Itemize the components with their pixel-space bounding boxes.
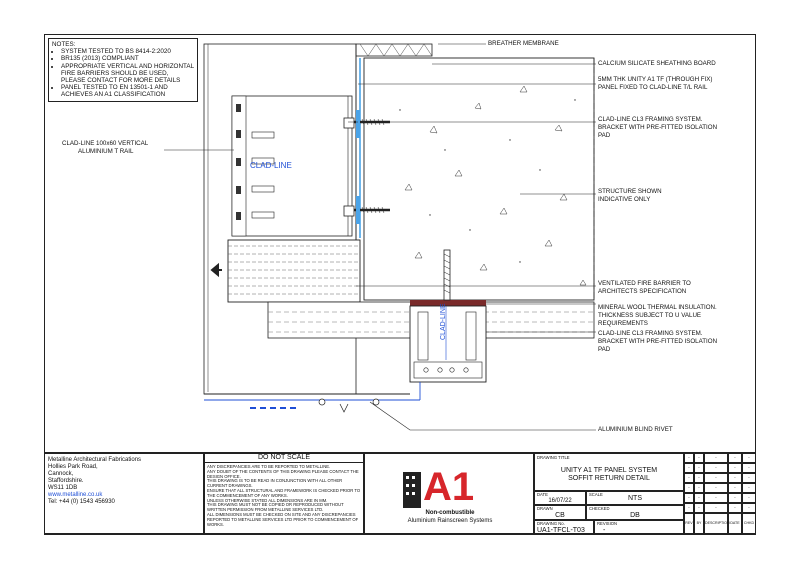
- logo-box: [364, 453, 534, 535]
- label-calcium-silicate: CALCIUM SILICATE SHEATHING BOARD: [598, 60, 716, 67]
- revision-header-cell: DATE: [728, 513, 742, 535]
- scale-note: UNLESS OTHERWISE STATED ALL DIMENSIONS ARE IN MM.: [207, 497, 328, 503]
- revision-row-cell: -: [684, 473, 694, 483]
- ventilated-fire-barrier: [410, 300, 486, 306]
- drawing-number-label: DRAWING No.: [537, 521, 565, 526]
- company-address-3: Staffordshire.: [48, 478, 84, 484]
- revision-row-cell: -: [742, 453, 756, 463]
- scale-label: SCALE: [589, 492, 603, 497]
- revision-header-cell: REV: [684, 513, 694, 535]
- do-not-scale-box: [204, 453, 364, 535]
- revision-row-cell: -: [728, 493, 742, 503]
- revision-row-cell: -: [684, 453, 694, 463]
- drawing-number-value: UA1-TFCL-T03: [537, 526, 585, 534]
- revision-row-cell: -: [694, 503, 704, 513]
- drawing-number-cell: [534, 520, 594, 535]
- revision-row-cell: -: [684, 503, 694, 513]
- revision-cell: [594, 520, 684, 535]
- label-wool-line1: MINERAL WOOL THERMAL INSULATION.: [598, 304, 717, 311]
- revision-value: -: [603, 526, 606, 534]
- label-breather-membrane: BREATHER MEMBRANE: [488, 40, 559, 47]
- revision-row-cell: -: [704, 493, 728, 503]
- label-wool-line2: THICKNESS SUBJECT TO U VALUE: [598, 312, 702, 319]
- label-structure-line2: INDICATIVE ONLY: [598, 196, 651, 203]
- company-address-2: Cannock,: [48, 471, 74, 477]
- checked-value: DB: [630, 511, 640, 519]
- revision-row-cell: -: [694, 493, 704, 503]
- drawing-title-line1: UNITY A1 TF PANEL SYSTEM: [560, 466, 658, 474]
- revision-row-cell: -: [694, 483, 704, 493]
- company-telephone: Tel: +44 (0) 1543 456930: [48, 499, 115, 505]
- scale-note: THIS DRAWING IS TO BE READ IN CONJUNCTION WITH ALL OTHER CURRENT DRAWINGS.: [207, 478, 343, 489]
- revision-row-cell: -: [704, 453, 728, 463]
- checked-label: CHECKED: [589, 506, 610, 511]
- scale-note: ALL DIMENSIONS MUST BE CHECKED ON SITE AND ANY DISCREPANCIES REPORTED TO METALLINE SERVICES LTD PRIOR TO COMMENCEMENT OF WORKS.: [207, 511, 359, 527]
- checked-cell: [586, 505, 684, 520]
- revision-row-cell: -: [704, 473, 728, 483]
- revision-row-cell: -: [728, 483, 742, 493]
- scale-cell: [586, 491, 684, 505]
- breather-membrane: [356, 44, 432, 56]
- scale-note: ANY DOUBT OF THE CONTENTS OF THIS DRAWING PLEASE CONTACT THE DESIGN OFFICE.: [207, 468, 359, 479]
- note-item: • APPROPRIATE VERTICAL AND HORIZONTAL FIRE BARRIERS SHOULD BE USED, PLEASE CONTACT FOR MORE DETAILS: [61, 63, 194, 85]
- company-address-4: WS11 1DB: [48, 485, 78, 491]
- label-t-rail-line2: ALUMINIUM T RAIL: [78, 148, 134, 155]
- label-framing2-line1: CLAD-LINE CL3 FRAMING SYSTEM.: [598, 330, 703, 337]
- note-item: • PANEL TESTED TO EN 13501-1 AND ACHIEVES AN A1 CLASSIFICATION: [61, 84, 194, 98]
- drawn-label: DRAWN: [537, 506, 553, 511]
- company-name: Metalline Architectural Fabrications: [48, 457, 142, 463]
- revision-row-cell: -: [728, 453, 742, 463]
- scale-note: THIS DRAWING MUST NOT BE COPIED OR REPRODUCED WITHOUT WRITTEN PERMISSION FROM METALLINE SERVICES LTD.: [207, 502, 344, 513]
- revision-row-cell: -: [742, 463, 756, 473]
- drawing-title-line2: SOFFIT RETURN DETAIL: [568, 474, 650, 482]
- note-item: • BR135 (2013) COMPLIANT: [61, 55, 194, 62]
- revision-row-cell: -: [728, 473, 742, 483]
- label-t-rail-line1: CLAD-LINE 100x60 VERTICAL: [62, 140, 149, 147]
- date-label: DATE: [537, 492, 548, 497]
- logo-tagline-2: Aluminium Rainscreen Systems: [407, 518, 493, 524]
- scale-value: NTS: [628, 494, 642, 502]
- revision-row-cell: -: [684, 483, 694, 493]
- revision-header-cell: BY: [694, 513, 704, 535]
- drawn-cell: [534, 505, 586, 520]
- label-wool-line3: REQUIREMENTS: [598, 320, 648, 327]
- company-website[interactable]: www.metalline.co.uk: [48, 492, 103, 498]
- revision-header-cell: CHKD: [742, 513, 756, 535]
- label-framing2-line3: PAD: [598, 346, 611, 353]
- revision-row-cell: -: [694, 463, 704, 473]
- revision-header-cell: DESCRIPTION: [704, 513, 728, 535]
- drawing-title-cell: [534, 453, 684, 491]
- do-not-scale-title: DO NOT SCALE: [205, 454, 363, 463]
- label-fire-barrier-line2: ARCHITECTS SPECIFICATION: [598, 288, 687, 295]
- scale-note: ANY DISCREPANCIES ARE TO BE REPORTED TO METALLINE.: [207, 464, 331, 469]
- scale-note: ENSURE THAT ALL STRUCTURAL AND FRAMEWORK IS CHECKED PRIOR TO THE COMMENCEMENT OF ANY WORKS.: [207, 487, 361, 498]
- revision-row-cell: -: [742, 503, 756, 513]
- revision-row-cell: -: [742, 493, 756, 503]
- fire-barrier-zone: [228, 240, 360, 302]
- label-blind-rivet: ALUMINIUM BLIND RIVET: [598, 426, 673, 433]
- drawing-title-label: DRAWING TITLE: [537, 455, 570, 460]
- label-framing-line3: PAD: [598, 132, 611, 139]
- notes-heading: NOTES:: [52, 41, 76, 48]
- label-structure-line1: STRUCTURE SHOWN: [598, 188, 662, 195]
- revisions-table: [684, 453, 756, 535]
- label-panel-line1: 5MM THK UNITY A1 TF (THROUGH FIX): [598, 76, 713, 83]
- title-block: [44, 452, 756, 535]
- note-item: • SYSTEM TESTED TO BS 8414-2:2020: [61, 48, 194, 55]
- revision-row-cell: -: [728, 503, 742, 513]
- revision-row-cell: -: [684, 463, 694, 473]
- revision-row-cell: -: [694, 453, 704, 463]
- label-framing2-line2: BRACKET WITH PRE-FITTED ISOLATION: [598, 338, 718, 345]
- revision-row-cell: -: [704, 463, 728, 473]
- label-cladline-vertical: CLAD-LINE: [440, 303, 447, 340]
- drawn-value: CB: [555, 511, 565, 519]
- revision-row-cell: -: [742, 473, 756, 483]
- revision-row-cell: -: [704, 483, 728, 493]
- logo-tagline-1: Non-combustible: [425, 510, 475, 516]
- label-framing-line1: CLAD-LINE CL3 FRAMING SYSTEM.: [598, 116, 703, 123]
- revision-row-cell: -: [728, 463, 742, 473]
- logo-a1-text: A1: [423, 465, 475, 509]
- company-details: [44, 453, 204, 535]
- revision-label: REVISION: [597, 521, 618, 526]
- label-panel-line2: PANEL FIXED TO CLAD-LINE T/L RAIL: [598, 84, 708, 91]
- label-cladline-horizontal: CLAD-LINE: [250, 161, 292, 170]
- revision-row-cell: -: [742, 483, 756, 493]
- date-cell: [534, 491, 586, 505]
- airflow-arrow: [212, 265, 222, 275]
- date-value: 16/07/22: [548, 497, 572, 504]
- revision-row-cell: -: [694, 473, 704, 483]
- company-address-1: Hollies Park Road,: [48, 464, 98, 470]
- revision-row-cell: -: [704, 503, 728, 513]
- notes-box: [48, 38, 198, 102]
- label-fire-barrier-line1: VENTILATED FIRE BARRIER TO: [598, 280, 691, 287]
- label-framing-line2: BRACKET WITH PRE-FITTED ISOLATION: [598, 124, 718, 131]
- concrete-structure: [364, 58, 594, 300]
- revision-row-cell: -: [684, 493, 694, 503]
